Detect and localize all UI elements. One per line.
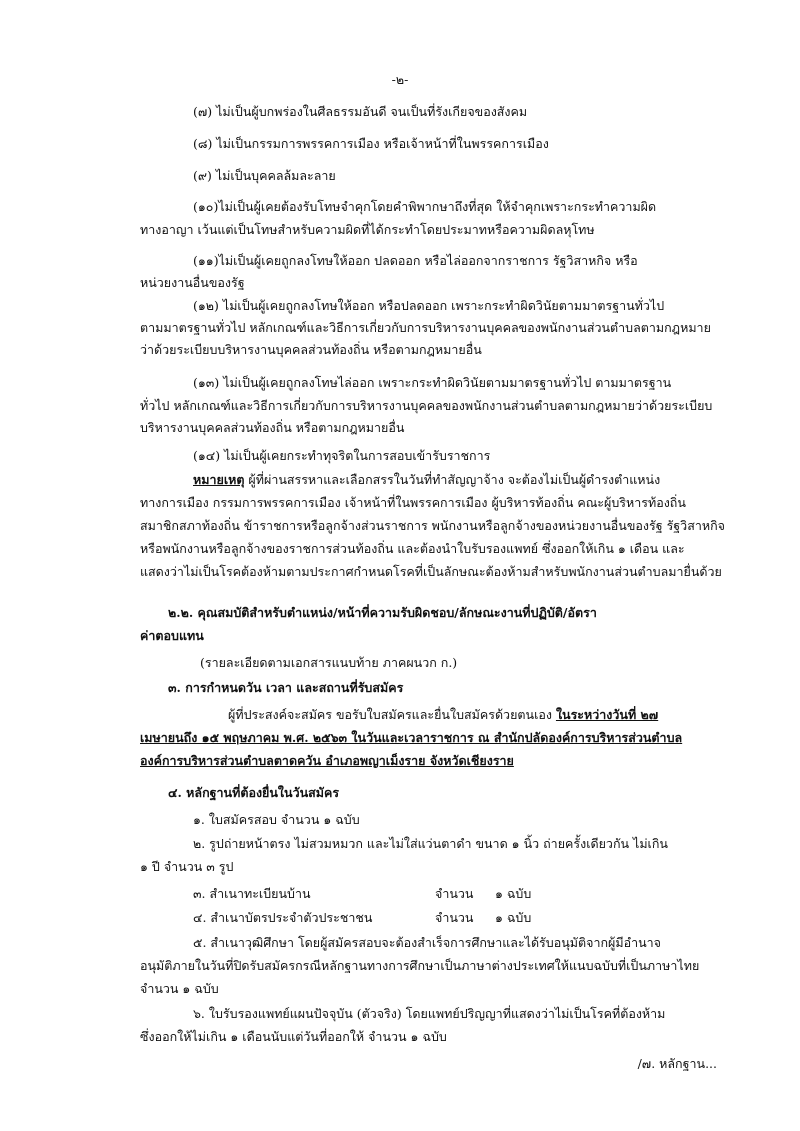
qualification-13-line1: (๑๓) ไม่เป็นผู้เคยถูกลงโทษไล่ออก เพราะกระทำผิดวินัยตามมาตรฐานทั่วไป ตามมาตรฐาน — [193, 375, 672, 390]
document-1: ๑. ใบสมัครสอบ จำนวน ๑ ฉบับ — [193, 812, 360, 827]
qualification-11-line2: หน่วยงานอื่นของรัฐ — [140, 275, 245, 290]
qualification-11-line1: (๑๑)ไม่เป็นผู้เคยถูกลงโทษให้ออก ปลดออก หรือไล่ออกจากราชการ รัฐวิสาหกิจ หรือ — [193, 253, 638, 268]
document-5-line1: ๕. สำเนาวุฒิศึกษา โดยผู้สมัครสอบจะต้องสำเร็จการศึกษาและได้รับอนุมัติจากผู้มีอำนาจ — [193, 935, 662, 950]
section-2-2-heading-line2: ค่าตอบแทน — [140, 628, 204, 643]
qualification-10-line2: ทางอาญา เว้นแต่เป็นโทษสำหรับความผิดที่ได้กระทำโดยประมาทหรือความผิดลหุโทษ — [140, 222, 595, 237]
document-3 — [193, 886, 713, 902]
document-4-count: ๑ ฉบับ — [495, 910, 532, 925]
section-3-line1 — [228, 707, 658, 723]
qualification-12-line3: ว่าด้วยระเบียบบริหารงานบุคคลส่วนท้องถิ่น หรือตามกฎหมายอื่น — [140, 342, 482, 357]
qualification-12-line2: ตามมาตรฐานทั่วไป หลักเกณฑ์และวิธีการเกี่ยวกับการบริหารงานบุคคลของพนักงานส่วนตำบลตามกฎหมาย — [140, 320, 711, 335]
note-line1 — [193, 472, 660, 488]
section-3-line2: เมษายนถึง ๑๕ พฤษภาคม พ.ศ. ๒๕๖๓ ในวันและเวลาราชการ ณ สำนักปลัดองค์การบริหารส่วนตำบล — [140, 730, 683, 745]
qualification-9: (๙) ไม่เป็นบุคคลล้มละลาย — [193, 168, 336, 183]
qualification-7: (๗) ไม่เป็นผู้บกพร่องในศีลธรรมอันดี จนเป็นที่รังเกียจของสังคม — [193, 104, 528, 119]
section-3-line3: องค์การบริหารส่วนตำบลตาดควัน อำเภอพญาเม็งราย จังหวัดเชียงราย — [140, 753, 514, 768]
qualification-14: (๑๔) ไม่เป็นผู้เคยกระทำทุจริตในการสอบเข้ารับราชการ — [193, 448, 491, 463]
qualification-13-line2: ทั่วไป หลักเกณฑ์และวิธีการเกี่ยวกับการบริหารงานบุคคลของพนักงานส่วนตำบลตามกฎหมายว่าด้วยระเบียบ — [140, 398, 713, 413]
document-6-line1: ๖. ใบรับรองแพทย์แผนปัจจุบัน (ตัวจริง) โดยแพทย์ปริญญาที่แสดงว่าไม่เป็นโรคที่ต้องห้าม — [193, 1006, 666, 1021]
document-4-name: ๔. สำเนาบัตรประจำตัวประชาชน — [193, 910, 373, 925]
section-3-date-emphasis: ในระหว่างวันที่ ๒๗ — [555, 707, 659, 722]
document-5-line2: อนุมัติภายในวันที่ปิดรับสมัครกรณีหลักฐานทางการศึกษาเป็นภาษาต่างประเทศให้แนบฉบับที่เป็นภาษาไทย — [140, 958, 700, 973]
note-line2: ทางการเมือง กรรมการพรรคการเมือง เจ้าหน้าที่ในพรรคการเมือง ผู้บริหารท้องถิ่น คณะผู้บริหารท้องถิ่น — [140, 495, 686, 510]
qualification-8: (๘) ไม่เป็นกรรมการพรรคการเมือง หรือเจ้าหน้าที่ในพรรคการเมือง — [193, 136, 549, 151]
document-3-count: ๑ ฉบับ — [495, 886, 532, 901]
note-label: หมายเหตุ — [193, 472, 245, 487]
document-6-line2: ซึ่งออกให้ไม่เกิน ๑ เดือนนับแต่วันที่ออกให้ จำนวน ๑ ฉบับ — [140, 1029, 447, 1044]
section-3-heading: ๓. การกำหนดวัน เวลา และสถานที่รับสมัคร — [168, 680, 404, 695]
page-number: -๒- — [391, 72, 409, 87]
document-5-line3: จำนวน ๑ ฉบับ — [140, 981, 219, 996]
continuation-marker: /๗. หลักฐาน... — [637, 1056, 717, 1071]
document-3-name: ๓. สำเนาทะเบียนบ้าน — [193, 886, 311, 901]
document-3-qty-label: จำนวน — [435, 886, 474, 901]
document-2-line1: ๒. รูปถ่ายหน้าตรง ไม่สวมหมวก และไม่ใส่แว่นตาดำ ขนาด ๑ นิ้ว ถ่ายครั้งเดียวกัน ไม่เกิน — [193, 836, 668, 851]
note-line1-text: ผู้ที่ผ่านสรรหาและเลือกสรรในวันที่ทำสัญญาจ้าง จะต้องไม่เป็นผู้ดำรงตำแหน่ง — [244, 472, 661, 487]
document-4 — [193, 910, 713, 926]
document-2-line2: ๑ ปี จำนวน ๓ รูป — [140, 859, 234, 874]
note-line5: แสดงว่าไม่เป็นโรคต้องห้ามตามประกาศกำหนดโรคที่เป็นลักษณะต้องห้ามสำหรับพนักงานส่วนตำบลมายื่นด้วย — [140, 564, 722, 579]
note-line3: สมาชิกสภาท้องถิ่น ข้าราชการหรือลูกจ้างส่วนราชการ พนักงานหรือลูกจ้างของหน่วยงานอื่นของรัฐ รัฐวิสาหกิจ — [140, 518, 725, 533]
qualification-12-line1: (๑๒) ไม่เป็นผู้เคยถูกลงโทษให้ออก หรือปลดออก เพราะกระทำผิดวินัยตามมาตรฐานทั่วไป — [193, 298, 665, 313]
section-2-2-heading-line1: ๒.๒. คุณสมบัติสำหรับตำแหน่ง/หน้าที่ความรับผิดชอบ/ลักษณะงานที่ปฏิบัติ/อัตรา — [168, 605, 597, 620]
section-3-line1-text: ผู้ที่ประสงค์จะสมัคร ขอรับใบสมัครและยื่นใบสมัครด้วยตนเอง — [228, 707, 556, 722]
document-4-qty-label: จำนวน — [435, 910, 474, 925]
section-2-2-detail: (รายละเอียดตามเอกสารแนบท้าย ภาคผนวก ก.) — [200, 655, 458, 670]
note-line4: หรือพนักงานหรือลูกจ้างของราชการส่วนท้องถิ่น และต้องนำใบรับรองแพทย์ ซึ่งออกให้เกิน ๑ เดือน และ — [140, 541, 685, 556]
section-4-heading: ๔. หลักฐานที่ต้องยื่นในวันสมัคร — [168, 785, 340, 800]
qualification-13-line3: บริหารงานบุคคลส่วนท้องถิ่น หรือตามกฎหมายอื่น — [140, 420, 405, 435]
qualification-10-line1: (๑๐)ไม่เป็นผู้เคยต้องรับโทษจำคุกโดยคำพิพากษาถึงที่สุด ให้จำคุกเพราะกระทำความผิด — [193, 199, 657, 214]
